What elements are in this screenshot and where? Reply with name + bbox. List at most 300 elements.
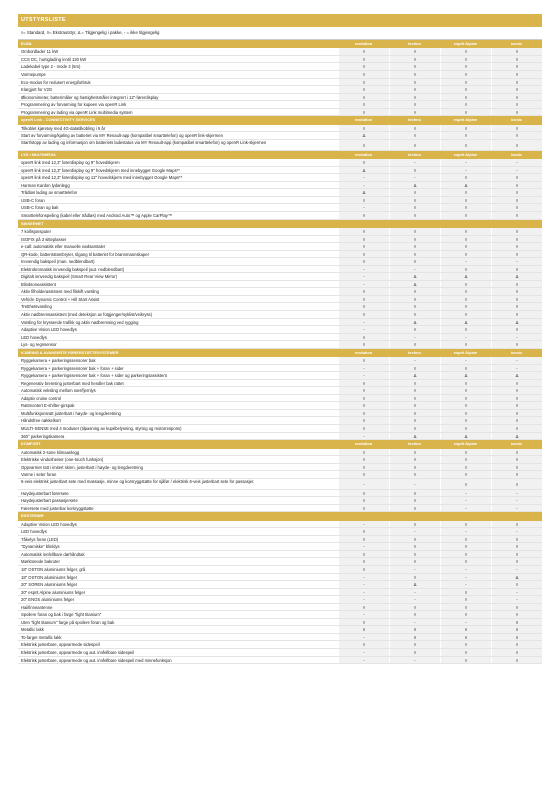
availability-cell: ¤ [491, 634, 542, 641]
feature-label: Spoilere foran og bak i farge "light titanium" [21, 612, 102, 618]
feature-label: Elektrisk justerbare, oppvarmede sidespeil [21, 642, 100, 648]
table-row [18, 543, 542, 551]
availability-cell: ◊ [491, 456, 542, 463]
feature-label: openR link med 12,3" førerdisplay og 9" hovedskjerm med innebygget Google Maps** [21, 167, 180, 173]
availability-cell: ◊ [338, 471, 389, 478]
feature-label: Elektrisk justerbare, oppvarmede og aut. innfellbare sidespeil med minnefunksjon [21, 657, 172, 663]
section-title: ELBIL [21, 41, 33, 46]
availability-cell: ◊ [440, 456, 491, 463]
availability-cell: ◊ [491, 536, 542, 543]
feature-label: Multifunksjonsratt justerbart i høyde- og lengderetning [21, 410, 121, 416]
availability-cell: ◊ [338, 528, 389, 535]
availability-cell: Δ [440, 433, 491, 440]
availability-cell: - [389, 596, 440, 603]
availability-cell: ¤ [389, 626, 440, 633]
feature-label: 7 kollisjonsputer [21, 228, 52, 234]
feature-label: Rattmontert E-shifter-girspak [21, 403, 75, 409]
availability-cell: ◊ [491, 380, 542, 387]
section-title: KOMFORT [21, 441, 41, 447]
availability-cell: ◊ [491, 204, 542, 211]
availability-cell: Δ [491, 372, 542, 379]
availability-cell: ◊ [440, 189, 491, 196]
feature-label: CCS DC, hurtiglading inntil 130 kW [21, 56, 87, 62]
feature-label: Vehicle Dynamic Control + Hill Start Assist [21, 296, 100, 302]
table-row [18, 101, 542, 109]
table-row [18, 140, 542, 151]
table-row [18, 189, 542, 197]
table-row [18, 641, 542, 649]
availability-cell: ◊ [389, 341, 440, 348]
availability-cell: ◊ [440, 48, 491, 55]
availability-cell: ◊ [440, 341, 491, 348]
availability-cell: ◊ [440, 251, 491, 258]
availability-cell: ◊ [491, 471, 542, 478]
availability-cell: ◊ [491, 140, 542, 150]
table-row [18, 449, 542, 457]
feature-label: Økonomimeter, batterimåler og hastighetsmåler integrert i 12"-førerdisplay [21, 94, 159, 100]
availability-cell: Δ [389, 182, 440, 189]
table-row [18, 159, 542, 167]
availability-cell: - [491, 159, 542, 166]
availability-cell: ◊ [440, 79, 491, 86]
availability-cell: - [338, 521, 389, 528]
availability-cell: - [389, 619, 440, 626]
availability-cell: ◊ [338, 109, 389, 116]
availability-cell: Δ [491, 574, 542, 581]
table-row [18, 604, 542, 612]
availability-cell: ◊ [440, 125, 491, 132]
availability-cell: ◊ [440, 521, 491, 528]
column-header: esprit Alpine [453, 117, 478, 123]
feature-label: Trådløs lading av smarttelefon [21, 190, 78, 196]
availability-cell: - [338, 657, 389, 664]
availability-cell: ◊ [389, 641, 440, 648]
legend: ◊= Standard, ¤= Ekstrautstyr, Δ = Tilgjengelig i pakke, - = ikke tilgjengelig [18, 27, 542, 40]
availability-cell: - [440, 159, 491, 166]
feature-label: Mørktonede bakruter [21, 559, 60, 565]
availability-cell: - [338, 326, 389, 333]
availability-cell: - [440, 490, 491, 497]
availability-cell: ◊ [338, 288, 389, 295]
availability-cell: ◊ [389, 251, 440, 258]
availability-cell: ◊ [389, 365, 440, 372]
availability-cell: ◊ [389, 48, 440, 55]
table-row [18, 425, 542, 433]
availability-cell: ◊ [389, 288, 440, 295]
availability-cell: ◊ [440, 140, 491, 150]
availability-cell: ◊ [389, 311, 440, 318]
availability-cell: ◊ [440, 71, 491, 78]
availability-cell: ◊ [491, 387, 542, 394]
availability-cell: ◊ [338, 641, 389, 648]
table-row [18, 581, 542, 589]
availability-cell: ◊ [389, 574, 440, 581]
table-row [18, 167, 542, 175]
availability-cell: ◊ [491, 341, 542, 348]
availability-cell: ◊ [389, 604, 440, 611]
availability-cell: Δ [491, 319, 542, 326]
column-header [389, 512, 440, 520]
feature-label: Adaptiv cruise control [21, 395, 62, 401]
table-row [18, 311, 542, 319]
availability-cell: ◊ [338, 410, 389, 417]
availability-cell: ◊ [338, 536, 389, 543]
availability-cell: ◊ [491, 410, 542, 417]
section-header [18, 349, 542, 357]
table-row [18, 258, 542, 266]
feature-label: Elektrokromatisk innvendig bakspeil (aut. nedblendbart) [21, 266, 125, 272]
feature-label: 20" SOREN aluminiums felger [21, 582, 78, 588]
table-row [18, 132, 542, 140]
table-row [18, 288, 542, 296]
availability-cell: ◊ [491, 649, 542, 656]
availability-cell: ◊ [440, 387, 491, 394]
column-header: evolution [354, 151, 373, 157]
feature-label: Ryggekamera + parkeringssensorer bak + foran + sider og parkeringsassistent [21, 373, 167, 379]
table-row [18, 204, 542, 212]
availability-cell: ◊ [389, 109, 440, 116]
availability-cell: ◊ [389, 212, 440, 219]
availability-cell: ◊ [440, 558, 491, 565]
page-title: UTSTYRSLISTE [18, 14, 542, 27]
feature-label: Ladekabel type 2 - mode 3 (5m) [21, 64, 81, 70]
availability-cell: ◊ [440, 402, 491, 409]
feature-label: Harman Kardon lydanlegg [21, 182, 70, 188]
feature-label: LED hovedlys [21, 334, 47, 340]
availability-cell: ◊ [389, 449, 440, 456]
table-row [18, 626, 542, 634]
availability-cell: - [389, 266, 440, 273]
availability-cell: ◊ [389, 326, 440, 333]
column-header [440, 512, 491, 520]
column-header: evolution [354, 117, 373, 123]
feature-label: Elektriske vindusheiser (one-touch funksjon) [21, 457, 104, 463]
availability-cell: - [440, 497, 491, 504]
availability-cell: ◊ [440, 56, 491, 63]
availability-cell: ◊ [440, 174, 491, 181]
column-header: techno [408, 441, 421, 447]
feature-label: Lys- og regnsensor [21, 342, 57, 348]
feature-label: Varsling for kryssende trafikk og aktiv nødbremsing ved rygging [21, 319, 139, 325]
availability-cell: - [491, 258, 542, 265]
availability-cell: ◊ [491, 48, 542, 55]
availability-cell: ◊ [491, 125, 542, 132]
feature-label: 20" ENOS aluminiums felger [21, 597, 75, 603]
availability-cell: ◊ [338, 449, 389, 456]
section-title: EKSTERIØR [21, 513, 44, 519]
availability-cell: ◊ [338, 417, 389, 424]
availability-cell: ◊ [338, 341, 389, 348]
availability-cell: Δ [491, 433, 542, 440]
table-row [18, 417, 542, 425]
feature-label: Automatisk veksling mellom nær/fjernlys [21, 388, 96, 394]
table-row [18, 341, 542, 349]
table-row [18, 79, 542, 87]
feature-label: Haiifinneantenne [21, 604, 53, 610]
availability-cell: - [440, 581, 491, 588]
availability-cell: ◊ [491, 581, 542, 588]
availability-cell: ◊ [491, 212, 542, 219]
feature-label: openR link med 12,3" førerdisplay og 9" hovedskjerm [21, 160, 120, 166]
feature-label: 18" OSTON aluminiums felger, grå [21, 567, 86, 572]
table-row [18, 596, 542, 604]
availability-cell: ◊ [389, 410, 440, 417]
availability-cell: Δ [440, 182, 491, 189]
feature-label: Programmering av lading via openR Link multimedia system [21, 109, 133, 115]
availability-cell: ◊ [440, 197, 491, 204]
availability-cell: ◊ [389, 86, 440, 93]
availability-cell: ¤ [338, 626, 389, 633]
table-row [18, 303, 542, 311]
section-title: SIKKERHET [21, 220, 44, 226]
feature-label: 6-veis elektrisk justerbart sete med massasje, minne og korsryggstøtte for sjåfør / elektrisk 6-veis justerbart sete for passasjer. [21, 479, 255, 485]
availability-cell: - [338, 543, 389, 550]
availability-cell: Δ [440, 273, 491, 280]
availability-cell: ◊ [440, 86, 491, 93]
table-row [18, 251, 542, 259]
availability-cell: ◊ [440, 536, 491, 543]
feature-label: Varmepumpe [21, 72, 46, 78]
availability-cell: - [338, 649, 389, 656]
availability-cell: - [440, 566, 491, 573]
availability-cell: ◊ [440, 109, 491, 116]
table-row [18, 236, 542, 244]
availability-cell: ◊ [491, 228, 542, 235]
availability-cell: ◊ [491, 288, 542, 295]
feature-label: Adaptive Vision LED hovedlys [21, 521, 77, 527]
availability-cell: ◊ [491, 395, 542, 402]
table-row [18, 86, 542, 94]
availability-cell: ◊ [491, 251, 542, 258]
availability-cell: ◊ [440, 449, 491, 456]
section-title: KJØRING & AVANSERTE FØRERSTØTTESYSTEMER [21, 349, 119, 355]
availability-cell: ◊ [389, 243, 440, 250]
availability-cell: ◊ [491, 558, 542, 565]
availability-cell: ◊ [440, 425, 491, 432]
availability-cell: ◊ [491, 63, 542, 70]
availability-cell: ◊ [389, 402, 440, 409]
availability-cell: Δ [338, 189, 389, 196]
availability-cell: ◊ [389, 197, 440, 204]
availability-cell: ◊ [440, 212, 491, 219]
availability-cell: ◊ [440, 296, 491, 303]
column-header: evolution [354, 441, 373, 447]
availability-cell: ◊ [389, 649, 440, 656]
availability-cell: ◊ [389, 167, 440, 174]
availability-cell: ¤ [491, 619, 542, 626]
availability-cell: - [338, 634, 389, 641]
column-header: esprit Alpine [453, 41, 478, 46]
availability-cell: ◊ [491, 189, 542, 196]
availability-cell: ◊ [338, 212, 389, 219]
availability-cell: - [491, 357, 542, 364]
availability-cell: ◊ [440, 410, 491, 417]
feature-label: Adaptive Vision LED hovedlys [21, 327, 77, 333]
availability-cell: - [338, 433, 389, 440]
availability-cell: ◊ [389, 258, 440, 265]
availability-cell: ◊ [338, 296, 389, 303]
table-row [18, 387, 542, 395]
feature-label: Tretthetsvarsling [21, 304, 52, 310]
availability-cell: ◊ [491, 657, 542, 664]
availability-cell: ◊ [389, 505, 440, 512]
feature-label: Varme i seter foran [21, 472, 57, 478]
column-header: iconic [510, 349, 523, 355]
availability-cell: - [338, 319, 389, 326]
column-header: techno [408, 349, 421, 355]
availability-cell: ◊ [491, 101, 542, 108]
table-row [18, 619, 542, 627]
table-row [18, 109, 542, 117]
availability-cell: ◊ [491, 402, 542, 409]
feature-label: Håndsfree nøkkelkort [21, 418, 61, 424]
availability-cell: ◊ [389, 101, 440, 108]
availability-cell: - [491, 528, 542, 535]
availability-cell: ◊ [389, 551, 440, 558]
availability-cell: ◊ [491, 71, 542, 78]
availability-cell: ◊ [389, 189, 440, 196]
availability-cell: ◊ [440, 303, 491, 310]
feature-label: USB-C foran og bak [21, 205, 59, 211]
availability-cell: ◊ [440, 471, 491, 478]
availability-cell: ◊ [338, 71, 389, 78]
table-row [18, 71, 542, 79]
availability-cell: - [491, 365, 542, 372]
availability-cell: - [338, 581, 389, 588]
availability-cell: ◊ [491, 109, 542, 116]
availability-cell: Δ [389, 273, 440, 280]
availability-cell: Δ [389, 281, 440, 288]
availability-cell: ◊ [491, 425, 542, 432]
availability-cell: - [338, 611, 389, 618]
availability-cell: - [338, 372, 389, 379]
section-title: LYD / MULTIMEDIA [21, 151, 56, 157]
table-row [18, 125, 542, 133]
availability-cell: ◊ [491, 197, 542, 204]
availability-cell: - [338, 182, 389, 189]
column-header: esprit Alpine [453, 349, 478, 355]
feature-label: Programmering av forvarming for kupeen via openR Link [21, 102, 127, 108]
availability-cell: ◊ [338, 48, 389, 55]
feature-label: MULTI-SENSE med 4 moduser (tilpasning av kupébelysning, styring og motorrespons) [21, 426, 182, 432]
availability-cell: ◊ [338, 380, 389, 387]
column-header [389, 220, 440, 228]
availability-cell: - [491, 334, 542, 341]
availability-cell: ◊ [338, 303, 389, 310]
availability-cell: ◊ [440, 228, 491, 235]
availability-cell: ◊ [491, 243, 542, 250]
availability-cell: ◊ [440, 243, 491, 250]
availability-cell: ◊ [389, 425, 440, 432]
availability-cell: ◊ [440, 281, 491, 288]
availability-cell: Δ [389, 319, 440, 326]
availability-cell: ◊ [491, 464, 542, 471]
availability-cell: ◊ [440, 589, 491, 596]
availability-cell: ◊ [389, 79, 440, 86]
feature-label: 20" esprit Alpine aluminiums felger [21, 589, 86, 595]
availability-cell: ◊ [338, 425, 389, 432]
feature-label: To-farget metallic lakk [21, 634, 62, 640]
column-header: techno [408, 117, 421, 123]
feature-label: QR-kode, batteristrømbryter, tilgang til batteriet for brannmannskaper [21, 251, 150, 257]
table-row [18, 566, 542, 574]
availability-cell: - [440, 357, 491, 364]
table-row [18, 319, 542, 327]
availability-cell: ◊ [491, 303, 542, 310]
availability-cell: ◊ [440, 266, 491, 273]
feature-label: Aktiv filholderassistent med filskift varsling [21, 289, 99, 295]
availability-cell: - [338, 365, 389, 372]
availability-cell: Δ [440, 319, 491, 326]
availability-cell: ◊ [440, 417, 491, 424]
availability-cell: - [389, 589, 440, 596]
section-header [18, 440, 542, 448]
availability-cell: ◊ [491, 449, 542, 456]
table-row [18, 479, 542, 490]
availability-cell: ◊ [440, 288, 491, 295]
availability-cell: ◊ [389, 456, 440, 463]
table-row [18, 182, 542, 190]
feature-label: Tåkelys foran (LED) [21, 536, 59, 542]
availability-cell: ◊ [338, 236, 389, 243]
availability-cell: ◊ [338, 464, 389, 471]
availability-cell: Δ [389, 433, 440, 440]
section-header [18, 512, 542, 520]
availability-cell: ◊ [338, 197, 389, 204]
column-header [491, 512, 542, 520]
availability-cell: ◊ [338, 357, 389, 364]
availability-cell: ◊ [389, 56, 440, 63]
availability-cell: ◊ [389, 417, 440, 424]
availability-cell: ◊ [440, 649, 491, 656]
availability-cell: ◊ [389, 71, 440, 78]
availability-cell: ◊ [491, 311, 542, 318]
section-header [18, 151, 542, 159]
availability-cell: ◊ [491, 182, 542, 189]
feature-label: Førersete med justerbar korsryggstøtte [21, 505, 94, 511]
availability-cell: Δ [389, 372, 440, 379]
availability-cell: ◊ [338, 456, 389, 463]
section-title: openR Link - CONNECTIVITY SERVICES [21, 117, 96, 123]
feature-label: Elektrisk justerbare, oppvarmede og aut. innfellbare sidespeil [21, 650, 135, 656]
table-row [18, 497, 542, 505]
availability-cell: - [440, 574, 491, 581]
availability-cell: Δ [338, 167, 389, 174]
table-row [18, 372, 542, 380]
availability-cell: ◊ [338, 101, 389, 108]
availability-cell: ◊ [389, 387, 440, 394]
availability-cell: ◊ [491, 266, 542, 273]
table-row [18, 395, 542, 403]
availability-cell: ◊ [389, 490, 440, 497]
availability-cell: ◊ [440, 204, 491, 211]
table-row [18, 56, 542, 64]
availability-cell: ◊ [440, 326, 491, 333]
table-row [18, 505, 542, 513]
feature-label: Eco-modus for redusert energiforbruk [21, 79, 91, 85]
availability-cell: ◊ [389, 611, 440, 618]
section-header [18, 116, 542, 124]
feature-label: Ryggekamera + parkeringssensorer bak + foran + sider [21, 365, 124, 371]
availability-cell: ◊ [338, 125, 389, 132]
availability-cell: ◊ [440, 365, 491, 372]
availability-cell: - [338, 273, 389, 280]
table-row [18, 243, 542, 251]
availability-cell: ◊ [440, 132, 491, 139]
availability-cell: ◊ [440, 543, 491, 550]
availability-cell: ◊ [491, 56, 542, 63]
availability-cell: - [338, 589, 389, 596]
